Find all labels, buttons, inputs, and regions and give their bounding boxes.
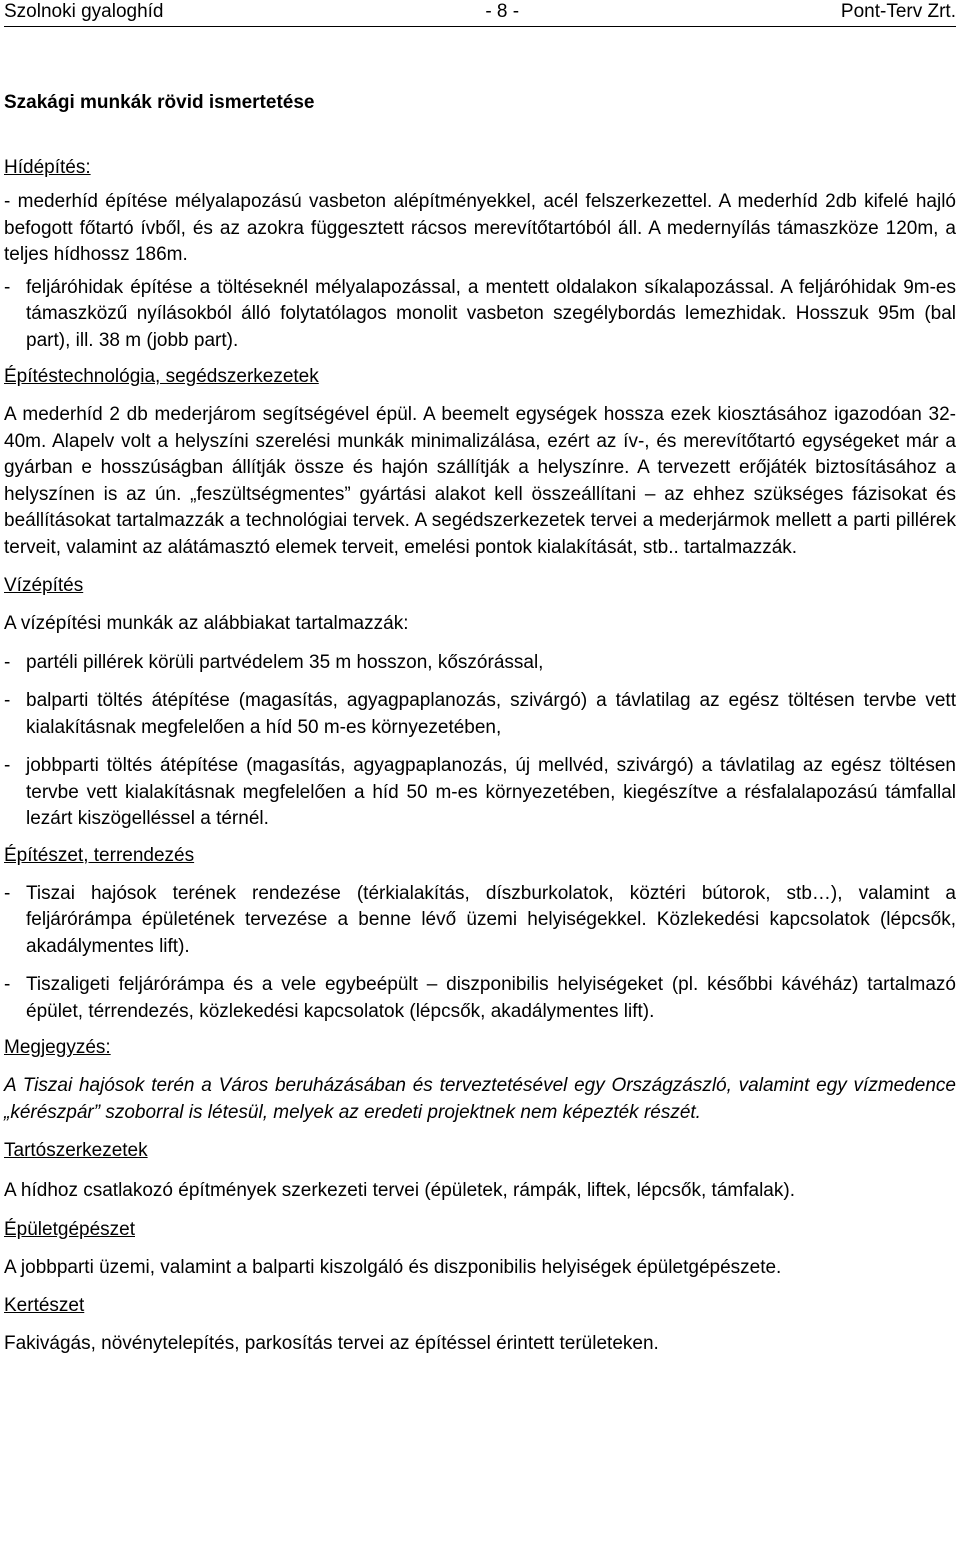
paragraph-kerteszet: Fakivágás, növénytelepítés, parkosítás tervei az építéssel érintett területeken. [4,1333,659,1354]
paragraph-tartoszerkezetek: A hídhoz csatlakozó építmények szerkezeti tervei (épületek, rámpák, liftek, lépcsők, támfalak). [4,1180,795,1201]
paragraph-text: feljáróhidak építése a töltéseknél mélyalapozással, a mentett oldalakon síkalapozással. A feljáróhidak 9m-es támaszközű nyílásokból álló folytatólagos monolit vasbeton szegélybordás lemezhidak. Hosszuk 95m (bal part), ill. 38 m (jobb part). [26,276,956,351]
list-item: - balparti töltés átépítése (magasítás, agyagpaplanozás, szivárgó) a távlatilag az egész töltésen tervbe vett kialakításnak megfelelően a híd 50 m-es környezetében, [4,690,956,738]
paragraph-epitestechnologia: A mederhíd 2 db mederjárom segítségével épül. A beemelt egységek hossza ezek kiosztásához igazodóan 32-40m. Alapelv volt a helyszíni szerelési munkák minimalizálása, ezért az ív-, és merevítőtartó egységeket már a gyárban e hosszúságban állítják össze és hajón szállítják a helyszínre. A tervezett erőjáték biztosításához a helyszínen is az ún. „feszültségmentes” gyártási alakot kell összeállítani – az ehhez szükséges fázisokat és beállításokat tartalmazzák a technológiai tervek. A segédszerkezetek tervei a mederjármok mellett a parti pillérek terveit, valamint az alátámasztó elemek terveit, emelési pontok kialakítását, stb.. tartalmazzák. [4,404,956,558]
section-heading-megjegyzes: Megjegyzés: [4,1037,111,1058]
page-title: Szakági munkák rövid ismertetése [4,92,315,113]
document-page [4,0,956,1358]
section-heading-vizepites: Vízépítés [4,575,84,596]
section-heading-epiteszet: Építészet, terrendezés [4,844,195,866]
section-heading-hidepites: Hídépítés: [4,157,91,178]
section-heading-kerteszet: Kertészet [4,1295,85,1316]
list-dash: - [4,276,11,298]
section-heading-epuletgepeszet: Épületgépészet [4,1218,135,1240]
header-right: Pont-Terv Zrt. [840,1,956,22]
list-item: - jobbparti töltés átépítése (magasítás, agyagpaplanozás, új mellvéd, szivárgó) a távlatilag az egész töltésen tervbe vett kialakításnak megfelelően a híd 50 m-es környezetében, kiegészítve a résfalalapozású támfallal lezárt kiszögelléssel a térnél. [4,755,956,829]
section-heading-epitestechnologia: Építéstechnológia, segédszerkezetek [4,366,319,387]
list-item: - Tiszaligeti feljárórámpa és a vele egybeépült – diszponibilis helyiségeket (pl. későbbi kávéház) tartalmazó épület, térrendezés, közlekedési kapcsolatok (lépcsők, akadálymentes lift). [4,974,956,1022]
paragraph-epuletgepeszet: A jobbparti üzemi, valamint a balparti kiszolgáló és diszponibilis helyiségek épületgépészete. [4,1256,782,1278]
list-item: - Tiszai hajósok terének rendezése (térkialakítás, díszburkolatok, köztéri bútorok, stb…), valamint a feljárórámpa épületének tervezése a benne lévő üzemi helyiségekkel. Közlekedési kapcsolatok (lépcsők, akadálymentes lift). [4,882,956,957]
paragraph-feljarohidak [4,275,956,355]
page-header [4,0,956,27]
paragraph-vizepites-intro: A vízépítési munkák az alábbiakat tartalmazzák: [4,613,409,634]
paragraph-mederhid: - mederhíd építése mélyalapozású vasbeton alépítményekkel, acél felszerkezettel. A mederhíd 2db kifelé hajló befogott főtartó ívből, és az azokra függesztett rácsos merevítőtartóból áll. A medernyílás támaszköze 120m, a teljes hídhossz 186m. [4,191,956,265]
section-heading-tartoszerkezetek: Tartószerkezetek [4,1140,148,1161]
list-item: - partéli pillérek körüli partvédelem 35 m hosszon, kőszórással, [4,651,544,673]
header-left: Szolnoki gyaloghíd [4,1,164,22]
paragraph-megjegyzes: A Tiszai hajósok terén a Város beruházásában és terveztetésével egy Országzászló, valamint egy vízmedence „kérészpár” szoborral is létesül, melyek az eredeti projektnek nem képezték részét. [4,1075,956,1123]
header-page-number: - 8 - [485,1,520,22]
